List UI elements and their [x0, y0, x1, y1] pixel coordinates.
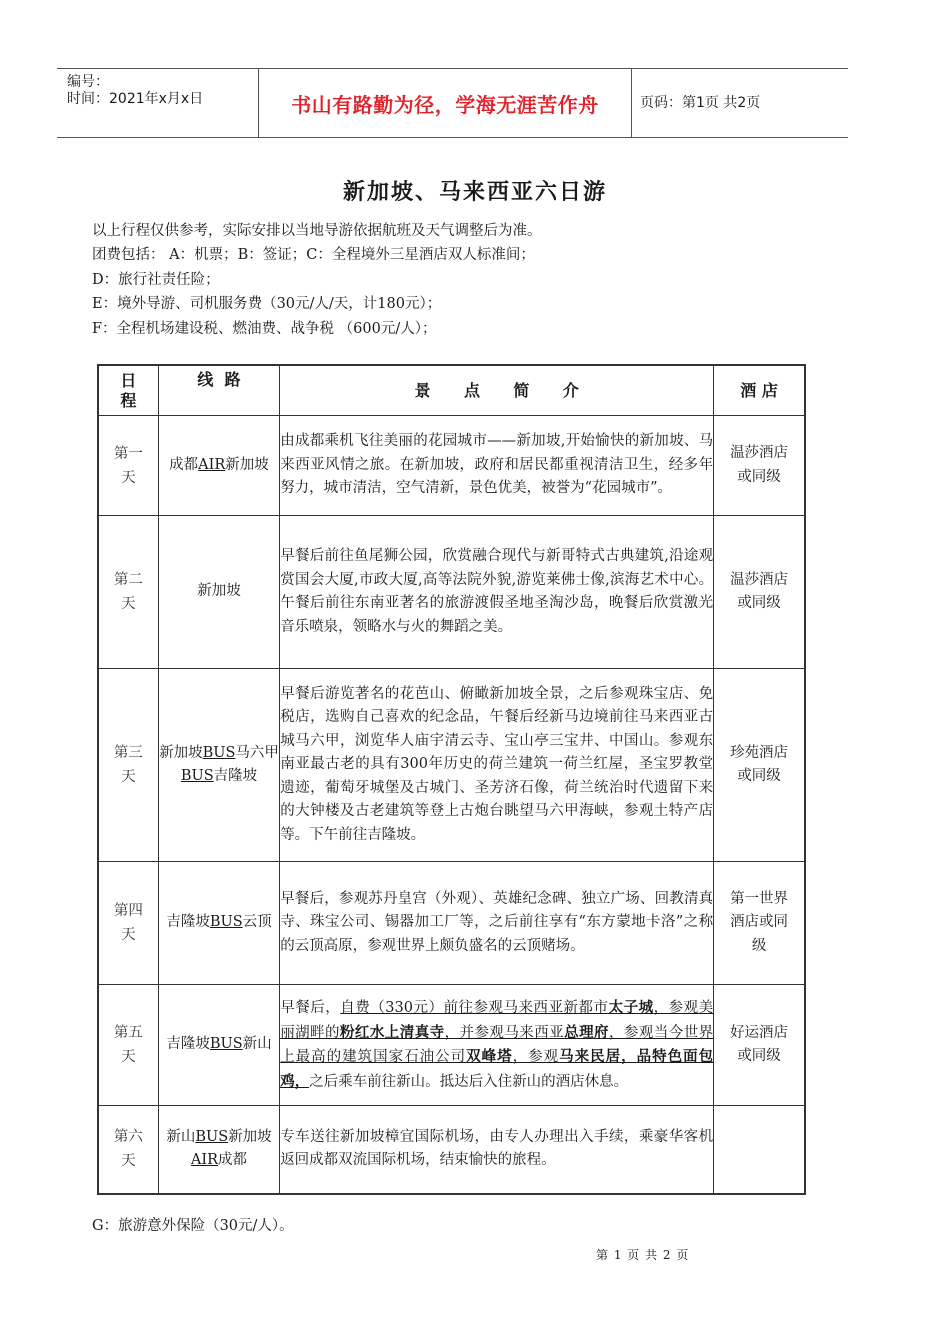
desc-cell: 早餐后游览著名的花芭山、俯瞰新加坡全景，之后参观珠宝店、免税店，选购自己喜欢的纪念品，午餐后经新马边境前往马来西亚古城马六甲，浏览华人庙宇清云寺、宝山亭三宝井、中国山。参观东南亚最古老的具有300年历史的荷兰建筑一荷兰红屋，圣宝罗教堂遗迹，葡萄牙城堡及古城门、圣芳济石像，荷兰统治时代遗留下来的大钟楼及古老建筑等登上古炮台眺望马六甲海峡，参观土特产店等。下午前往吉隆坡。 [280, 669, 714, 862]
table-row [98, 985, 805, 1106]
table-row [98, 416, 805, 516]
page-footer: 第 1 页 共 2 页 [596, 1248, 690, 1262]
footer-item-g: G：旅游意外保险（30元/人）。 [92, 1218, 294, 1234]
day-cell: 第六天 [98, 1106, 158, 1194]
header-motto: 书山有路勤为径，学海无涯苦作舟 [291, 92, 599, 117]
desc-cell: 早餐后，参观苏丹皇宫（外观）、英雄纪念碑、独立广场、回教清真寺、珠宝公司、锡器加工厂等，之后前往享有“东方蒙地卡洛”之称的云顶高原，参观世界上颇负盛名的云顶赌场。 [280, 862, 714, 985]
day-cell: 第一天 [98, 416, 158, 516]
table-row [98, 516, 805, 669]
table-row [98, 862, 805, 985]
intro-line-1: 以上行程仅供参考，实际安排以当地导游依据航班及天气调整后为准。 [92, 223, 542, 239]
desc-cell: 早餐后，自费（330元）前往参观马来西亚新都市太子城，参观美丽湖畔的粉红水上清真寺，并参观马来西亚总理府，参观当今世界上最高的建筑国家石油公司双峰塔，参观马来民居，品特色面包鸡，之后乘车前往新山。抵达后入住新山的酒店休息。 [280, 985, 714, 1106]
time-label: 时间：2021年x月x日 [67, 91, 204, 107]
number-label: 编号： [67, 74, 109, 90]
hotel-cell [714, 1106, 805, 1194]
header-motto-cell [258, 69, 632, 137]
route-cell: 成都AIR新加坡 [158, 416, 279, 516]
route-cell: 吉隆坡BUS新山 [158, 985, 279, 1106]
route-cell: 新加坡BUS马六甲BUS吉隆坡 [158, 669, 279, 862]
header-meta [57, 69, 257, 137]
itinerary-table [97, 364, 806, 1195]
page-label: 页码：第1页 共2页 [640, 94, 761, 111]
route-cell: 吉隆坡BUS云顶 [158, 862, 279, 985]
route-cell: 新加坡 [158, 516, 279, 669]
table-header-row [98, 365, 805, 416]
desc-cell: 早餐后前往鱼尾狮公园，欣赏融合现代与新哥特式古典建筑,沿途观赏国会大厦,市政大厦,高等法院外貌,游览莱佛士像,滨海艺术中心。午餐后前往东南亚著名的旅游渡假圣地圣淘沙岛，晚餐后欣赏激光音乐喷泉，领略水与火的舞蹈之美。 [280, 516, 714, 669]
page-title: 新加坡、马来西亚六日游 [342, 179, 607, 205]
hotel-cell: 珍苑酒店或同级 [714, 669, 805, 862]
header-desc: 景 点 简 介 [280, 365, 714, 416]
header-hotel: 酒 店 [714, 365, 805, 416]
document-header [57, 68, 848, 138]
hotel-cell: 温莎酒店或同级 [714, 516, 805, 669]
day-cell: 第五天 [98, 985, 158, 1106]
day-cell: 第四天 [98, 862, 158, 985]
hotel-cell: 温莎酒店或同级 [714, 416, 805, 516]
intro-line-2: 团费包括： A：机票；B：签证；C：全程境外三星酒店双人标准间； [92, 247, 535, 263]
header-day: 日程 [98, 365, 158, 416]
intro-line-3: D：旅行社责任险； [92, 272, 220, 288]
header-route: 线 路 [158, 365, 279, 416]
desc-cell: 由成都乘机飞往美丽的花园城市——新加坡,开始愉快的新加坡、马来西亚风情之旅。在新加坡，政府和居民都重视清洁卫生，经多年努力，城市清洁，空气清新，景色优美，被誉为“花园城市”。 [280, 416, 714, 516]
header-page-cell [632, 69, 848, 137]
day-cell: 第二天 [98, 516, 158, 669]
intro-line-5: F：全程机场建设税、燃油费、战争税 （600元/人）； [92, 321, 437, 337]
table-row [98, 669, 805, 862]
hotel-cell: 第一世界酒店或同级 [714, 862, 805, 985]
route-cell: 新山BUS新加坡 AIR成都 [158, 1106, 279, 1194]
day-cell: 第三天 [98, 669, 158, 862]
hotel-cell: 好运酒店或同级 [714, 985, 805, 1106]
desc-cell: 专车送往新加坡樟宜国际机场，由专人办理出入手续，乘豪华客机返回成都双流国际机场，结束愉快的旅程。 [280, 1106, 714, 1194]
intro-line-4: E：境外导游、司机服务费（30元/人/天，计180元）； [92, 296, 442, 312]
table-row [98, 1106, 805, 1194]
